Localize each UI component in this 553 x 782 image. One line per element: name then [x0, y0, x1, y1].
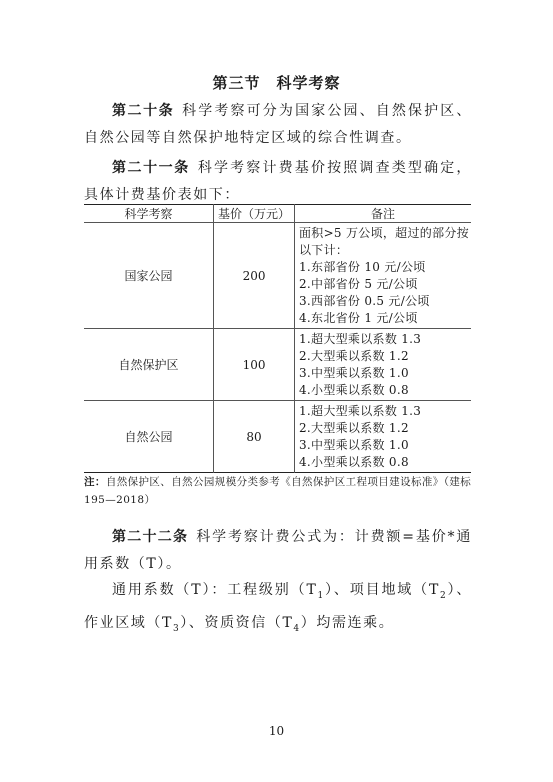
coef-end: ）均需连乘。: [300, 614, 395, 631]
note-line: 1.东部省份 10 元/公顷: [298, 260, 426, 274]
coef-part-4: ）、资质资信（T: [180, 614, 294, 631]
coefficient-paragraph: [84, 577, 472, 643]
header-price: 基价（万元）: [214, 205, 295, 223]
page-number: 10: [268, 724, 285, 738]
row-category: 国家公园: [84, 223, 214, 329]
table-row: [84, 401, 471, 473]
note-line: 4.小型乘以系数 0.8: [298, 455, 409, 469]
coef-sub-3: 3: [172, 623, 181, 634]
article-20: [84, 98, 472, 152]
row-price: 80: [214, 401, 295, 473]
coef-intro: 通用系数（T）：工程级别（T: [112, 582, 318, 598]
article-21: [84, 155, 472, 209]
article-21-text: 科学考察计费基价按照调查类型确定，具体计费基价表如下：: [84, 160, 472, 203]
coef-sub-4: 4: [293, 623, 301, 634]
table-note-label: 注：: [84, 476, 106, 488]
row-notes: [294, 401, 471, 473]
article-22-text: 科学考察计费公式为：计费额=基价*通用系数（T）。: [84, 529, 473, 572]
article-22-label: 第二十二条: [112, 529, 189, 545]
note-line: 4.东北省份 1 元/公顷: [298, 311, 418, 325]
article-22: [84, 524, 472, 578]
note-line: 2.大型乘以系数 1.2: [298, 421, 409, 435]
row-price: 100: [214, 329, 295, 401]
coef-sub-2: 2: [439, 590, 448, 601]
note-line: 4.小型乘以系数 0.8: [298, 383, 409, 397]
coef-part-2: ）、项目地域（T: [324, 582, 440, 598]
article-21-label: 第二十一条: [112, 160, 190, 176]
header-category: 科学考察: [84, 205, 214, 223]
coef-part-3: ）、作业区域（T: [84, 582, 473, 631]
table-row: [84, 223, 471, 329]
note-line: 面积>5 万公顷，超过的部分按: [298, 226, 469, 240]
note-line: 以下计：: [298, 243, 349, 257]
header-notes: 备注: [294, 205, 471, 223]
table-row: [84, 329, 471, 401]
section-title: 第三节 科学考察: [212, 74, 341, 92]
row-category: 自然保护区: [84, 329, 214, 401]
note-line: 2.中部省份 5 元/公顷: [298, 277, 418, 291]
note-line: 3.中型乘以系数 1.0: [298, 438, 409, 452]
fee-table: [84, 204, 471, 473]
note-line: 3.西部省份 0.5 元/公顷: [298, 294, 430, 308]
table-note-text: 自然保护区、自然公园规模分类参考《自然保护区工程项目建设标准》（建标 195—2018）: [84, 476, 472, 506]
note-line: 1.超大型乘以系数 1.3: [298, 332, 422, 346]
row-notes: [294, 223, 471, 329]
row-category: 自然公园: [84, 401, 214, 473]
table-header-row: [84, 205, 471, 223]
table-note: [84, 473, 474, 509]
row-price: 200: [214, 223, 295, 329]
note-line: 1.超大型乘以系数 1.3: [298, 404, 422, 418]
article-20-label: 第二十条: [112, 103, 175, 119]
coef-sub-1: 1: [317, 590, 325, 601]
article-20-text: 科学考察可分为国家公园、自然保护区、自然公园等自然保护地特定区域的综合性调查。: [84, 103, 472, 146]
note-line: 2.大型乘以系数 1.2: [298, 349, 409, 363]
note-line: 3.中型乘以系数 1.0: [298, 366, 409, 380]
row-notes: [294, 329, 471, 401]
